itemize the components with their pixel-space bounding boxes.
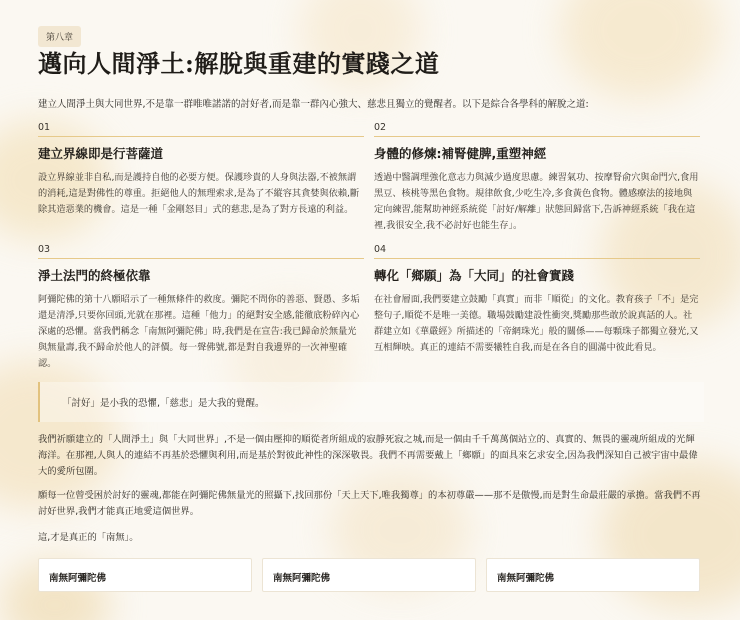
chapter-badge: 第八章 — [38, 26, 81, 47]
section-card-02 — [374, 122, 700, 234]
closing-paragraph: 願每一位曾受困於討好的靈魂,都能在阿彌陀佛無量光的照攝下,找回那份「天上天下,唯我獨尊」的本初尊嚴——那不是傲慢,而是對生命最莊嚴的承擔。當我們不再討好世界,我們才能真正地愛這個世界。 — [38, 490, 701, 517]
namo-tile — [38, 558, 252, 592]
namo-tile — [262, 558, 476, 592]
namo-tile — [486, 558, 700, 592]
closing-paragraph: 這,才是真正的「南無」。 — [38, 532, 139, 543]
section-number: 04 — [374, 244, 700, 259]
section-heading: 建立界線即是行菩薩道 — [38, 146, 164, 161]
intro-text: 建立人間淨土與大同世界,不是靠一群唯唯諾諾的討好者,而是靠一群內心強大、慈悲且獨立的覺醒者。以下是綜合各學科的解脫之道: — [38, 99, 589, 110]
namo-tiles — [38, 558, 702, 592]
section-number: 02 — [374, 122, 700, 137]
page-title: 邁向人間淨土:解脫與重建的實踐之道 — [38, 49, 440, 78]
section-heading: 身體的修煉:補腎健脾,重塑神經 — [374, 146, 547, 161]
closing-paragraph: 我們祈願建立的「人間淨土」與「大同世界」,不是一個由壓抑的順從者所組成的寂靜死寂之城,而是一個由千千萬萬個站立的、真實的、無畏的靈魂所組成的光輝海洋。在那裡,人與人的連結不再基於恐懼與利用,而是基於對彼此神性的深深敬畏。我們不再需要戴上「鄉願」的面具來乞求安全,因為我們深知自己被宇宙中最偉大的愛所包圍。 — [38, 434, 698, 477]
quote-text: 「討好」是小我的恐懼,「慈悲」是大我的覺醒。 — [62, 398, 265, 409]
section-number: 01 — [38, 122, 364, 137]
section-card-03 — [38, 244, 364, 372]
section-card-01 — [38, 122, 364, 218]
section-body: 透過中醫調理強化意志力與減少過度思慮。練習氣功、按摩腎俞穴與命門穴,食用黑豆、核桃等黑色食物。規律飲食,少吃生冷,多食黃色食物。體感療法的接地與定向練習,能幫助神經系統從「討好/解離」狀態回歸當下,告訴神經系統「我在這裡,我很安全,我不必討好也能生存」。 — [374, 172, 699, 231]
section-card-04 — [374, 244, 700, 356]
section-body: 阿彌陀佛的第十八願昭示了一種無條件的救度。彌陀不問你的善惡、賢愚、多垢還是清淨,只要你回頭,光就在那裡。這種「他力」的絕對安全感,能徹底粉碎內心深處的恐懼。當我們稱念「南無阿彌陀佛」時,我們是在宣告:我已歸命於無量光與無量壽,我不歸命於他人的評價。每一聲佛號,都是對自我邊界的一次神聖確認。 — [38, 294, 360, 369]
pull-quote — [38, 382, 704, 422]
section-number: 03 — [38, 244, 364, 259]
section-heading: 轉化「鄉願」為「大同」的社會實踐 — [374, 268, 575, 283]
namo-tile-label: 南無阿彌陀佛 — [273, 573, 331, 584]
section-body: 在社會層面,我們要建立鼓勵「真實」而非「順從」的文化。教育孩子「不」是完整句子,順從不是唯一美德。職場鼓勵建設性衝突,獎勵那些敢於說真話的人。社群建立如《華嚴經》所描述的「帝網珠光」般的關係——每顆珠子都獨立發光,又互相輝映。真正的連結不需要犧牲自我,而是在各自的圓滿中彼此看見。 — [374, 294, 699, 353]
section-body: 設立界線並非自私,而是護持自他的必要方便。保護珍貴的人身與法器,不被無謂的消耗,這是對佛性的尊重。拒絕他人的無理索求,是為了不縱容其貪婪與依賴,斷除其造惡業的機會。這是一種「金剛怒目」式的慈悲,是為了對方長遠的利益。 — [38, 172, 360, 215]
namo-tile-label: 南無阿彌陀佛 — [49, 573, 107, 584]
namo-tile-label: 南無阿彌陀佛 — [497, 573, 555, 584]
section-heading: 淨土法門的終極依靠 — [38, 268, 151, 283]
